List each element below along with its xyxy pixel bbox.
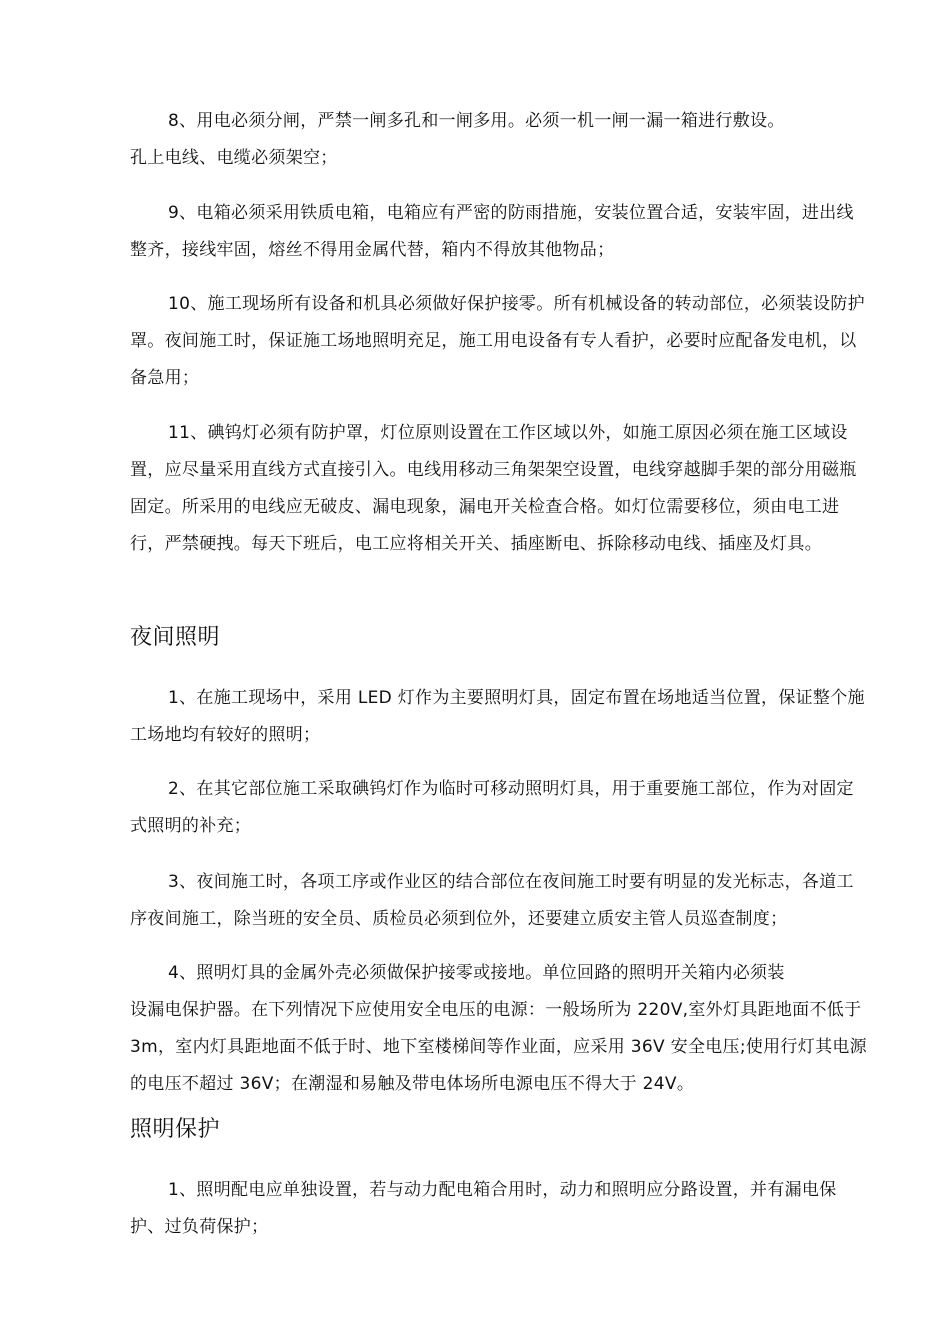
- paragraph-8-line-1: 8、用电必须分闸，严禁一闸多孔和一闸多用。必须一机一闸一漏一箱进行敷设。: [168, 111, 785, 131]
- night-lighting-item-4-rest: 设漏电保护器。在下列情况下应使用安全电压的电源：一般场所为 220V,室外灯具距地面不低于 3m，室内灯具距地面不低于时、地下室楼梯间等作业面，应采用 36V 安全电压;使用行灯其电源的电压不超过 36V；在潮湿和易触及带电体场所电源电压不得大于 24V。: [130, 1000, 867, 1094]
- night-lighting-item-4-line-1: 4、照明灯具的金属外壳必须做保护接零或接地。单位回路的照明开关箱内必须装: [168, 963, 785, 983]
- section-heading-night-lighting: 夜间照明: [130, 625, 221, 650]
- paragraph-11: 11、碘钨灯必须有防护罩，灯位原则设置在工作区域以外，如施工原因必须在施工区域设置，应尽量采用直线方式直接引入。电线用移动三角架架空设置，电线穿越脚手架的部分用磁瓶固定。所采用的电线应无破皮、漏电现象，漏电开关检查合格。如灯位需要移位，须由电工进行，严禁硬拽。每天下班后，电工应将相关开关、插座断电、拆除移动电线、插座及灯具。: [130, 423, 857, 554]
- night-lighting-item-1: 1、在施工现场中，采用 LED 灯作为主要照明灯具，固定布置在场地适当位置，保证整个施工场地均有较好的照明；: [130, 688, 865, 745]
- lighting-protection-item-1: 1、照明配电应单独设置，若与动力配电箱合用时，动力和照明应分路设置，并有漏电保护、过负荷保护；: [130, 1180, 837, 1237]
- night-lighting-item-2: 2、在其它部位施工采取碘钨灯作为临时可移动照明灯具，用于重要施工部位，作为对固定式照明的补充；: [130, 779, 854, 836]
- paragraph-9: 9、电箱必须采用铁质电箱，电箱应有严密的防雨措施，安装位置合适，安装牢固，进出线整齐，接线牢固，熔丝不得用金属代替，箱内不得放其他物品；: [130, 203, 854, 260]
- night-lighting-item-3: 3、夜间施工时，各项工序或作业区的结合部位在夜间施工时要有明显的发光标志，各道工序夜间施工，除当班的安全员、质检员必须到位外，还要建立质安主管人员巡查制度；: [130, 872, 854, 929]
- paragraph-10: 10、施工现场所有设备和机具必须做好保护接零。所有机械设备的转动部位，必须装设防护罩。夜间施工时，保证施工场地照明充足，施工用电设备有专人看护，必要时应配备发电机，以备急用；: [130, 294, 865, 388]
- section-heading-lighting-protection: 照明保护: [130, 1117, 221, 1142]
- paragraph-8-line-2: 孔上电线、电缆必须架空；: [130, 148, 338, 168]
